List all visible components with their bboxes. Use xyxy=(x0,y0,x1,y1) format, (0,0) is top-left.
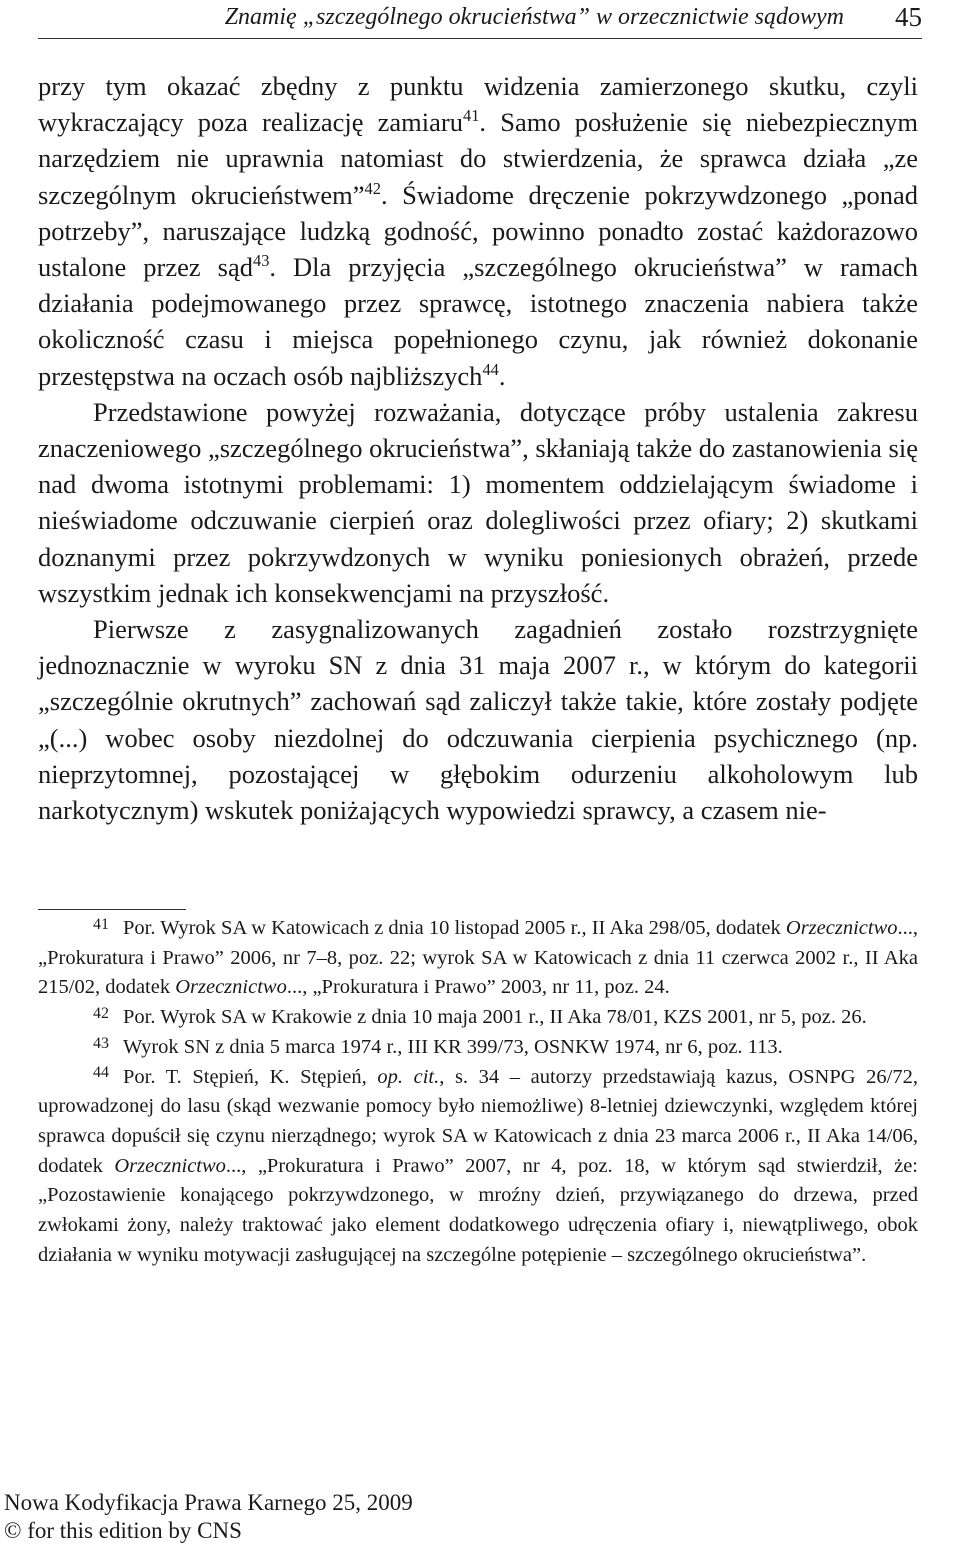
paragraph-1-text-2: . Samo posłużenie się niebezpiecznym narzędziem nie uprawnia natomiast do stwierdzenia, że sprawca działa „ze szczególnym okrucieństwem” xyxy=(38,107,918,210)
paragraph-3: Pierwsze z zasygnalizowanych zagadnień zostało rozstrzygnięte jednoznacznie w wyroku SN z dnia 31 maja 2007 r., w którym do kategorii „szczególnie okrutnych” zachowań sąd zaliczył także takie, które zostały podjęte „(...) wobec osoby niezdolnej do odczuwania cierpienia psychicznego (np. nieprzytomnej, pozostającej w głębokim odurzeniu alkoholowym lub narkotycznym) wskutek poniżających wypowiedzi sprawcy, a czasem nie- xyxy=(38,614,918,826)
page-number: 45 xyxy=(895,2,922,32)
footnote-number: 44 xyxy=(93,1064,109,1082)
footnote-41-text-b: ..., „Prokuratura i Prawo” 2006, nr 7–8, poz. 22; wyrok SA w Katowicach z dnia 11 czerwca 2002 r., II Aka 215/02, dodatek xyxy=(38,917,918,999)
paragraph-2: Przedstawione powyżej rozważania, dotyczące próby ustalenia zakresu znaczeniowego „szczególnego okrucieństwa”, skłaniają także do zastanowienia się nad dwoma istotnymi problemami: 1) momentem oddzielającym świadome i nieświadome odczuwanie cierpień oraz dolegliwości przez ofiary; 2) skutkami doznanymi przez pokrzywdzonych w wyniku poniesionych obrażeń, przede wszystkim jednak ich konsekwencjami na przyszłość. xyxy=(38,396,918,608)
footnote-43 xyxy=(38,1033,918,1063)
paragraph-1-text-4: . Dla przyjęcia „szczególnego okrucieństwa” w ramach działania podejmowanego przez sprawcę, istotnego znaczenia nabiera także okoliczność czasu i miejsca popełnionego czynu, jak również dokonanie przestępstwa na oczach osób najbliższych xyxy=(38,252,918,391)
paragraph-1 xyxy=(38,68,918,394)
footnote-44-text-a: Por. T. Stępień, K. Stępień, xyxy=(122,1065,378,1088)
paragraph-1-text-1: przy tym okazać zbędny z punktu widzenia zamierzonego skutku, czyli wykraczający poza realizację zamiaru xyxy=(38,71,918,138)
footnote-41-text-a: Por. Wyrok SA w Katowicach z dnia 10 listopad 2005 r., II Aka 298/05, dodatek xyxy=(122,917,786,939)
journal-citation: Nowa Kodyfikacja Prawa Karnego 25, 2009 xyxy=(4,1490,413,1515)
footnote-ref-41: 41 xyxy=(463,106,480,126)
footnote-41-italic-1: Orzecznictwo xyxy=(785,917,898,939)
footnote-number: 41 xyxy=(93,915,109,933)
footnote-41-italic-2: Orzecznictwo xyxy=(175,976,287,999)
footnote-number: 43 xyxy=(93,1034,109,1052)
footnote-ref-42: 42 xyxy=(364,178,381,198)
footnote-42-text: Por. Wyrok SA w Krakowie z dnia 10 maja 2001 r., II Aka 78/01, KZS 2001, nr 5, poz. 26. xyxy=(122,1006,867,1029)
main-text xyxy=(38,68,918,828)
footnote-44-italic-2: Orzecznictwo xyxy=(114,1154,226,1177)
footnotes xyxy=(38,914,918,1270)
running-title: Znamię „szczególnego okrucieństwa” w orzecznictwie sądowym xyxy=(224,4,844,30)
footnote-42 xyxy=(38,1003,918,1033)
paragraph-1-text-3: . Świadome dręczenie pokrzywdzonego „ponad potrzeby”, naruszające ludzką godność, powinno ponadto zostać każdorazowo ustalone przez sąd xyxy=(38,179,918,283)
publication-info xyxy=(4,1489,413,1545)
footnote-ref-44: 44 xyxy=(482,359,499,379)
footnote-44-text-b: , s. 34 – autorzy przedstawiają kazus, OSNPG 26/72, uprowadzonej do lasu (skąd wezwanie pomocy było niemożliwe) 8-letniej dziewczynki, względem której sprawca dopuścił się czynu nierządnego; wyrok SA w Katowicach z dnia 23 marca 2006 r., II Aka 14/06, dodatek xyxy=(38,1065,918,1177)
footnote-number: 42 xyxy=(93,1005,109,1022)
copyright-notice: © for this edition by CNS xyxy=(4,1518,242,1543)
footnote-ref-43: 43 xyxy=(252,250,270,270)
footnote-44-italic-1: op. cit. xyxy=(377,1065,440,1088)
footnote-41-text-c: ..., „Prokuratura i Prawo” 2003, nr 11, poz. 24. xyxy=(286,976,670,999)
footnote-44 xyxy=(38,1063,918,1271)
footnote-41 xyxy=(38,914,918,1003)
footnote-separator xyxy=(38,909,186,910)
page-header xyxy=(38,0,922,39)
footnote-43-text: Wyrok SN z dnia 5 marca 1974 r., III KR 399/73, OSNKW 1974, nr 6, poz. 113. xyxy=(122,1035,783,1058)
footnote-44-text-c: ..., „Prokuratura i Prawo” 2007, nr 4, poz. 18, w którym sąd stwierdził, że: „Pozostawienie konającego pokrzywdzonego, w mroźny dzień, przywiązanego do drzewa, przed zwłokami żony, należy traktować jako element dodatkowego udręczenia ofiary i, niewątpliwego, obok działania w wyniku motywacji zasługującej na szczególne potępienie – szczególnego okrucieństwa”. xyxy=(38,1154,918,1266)
paragraph-1-text-5: . xyxy=(498,360,506,391)
